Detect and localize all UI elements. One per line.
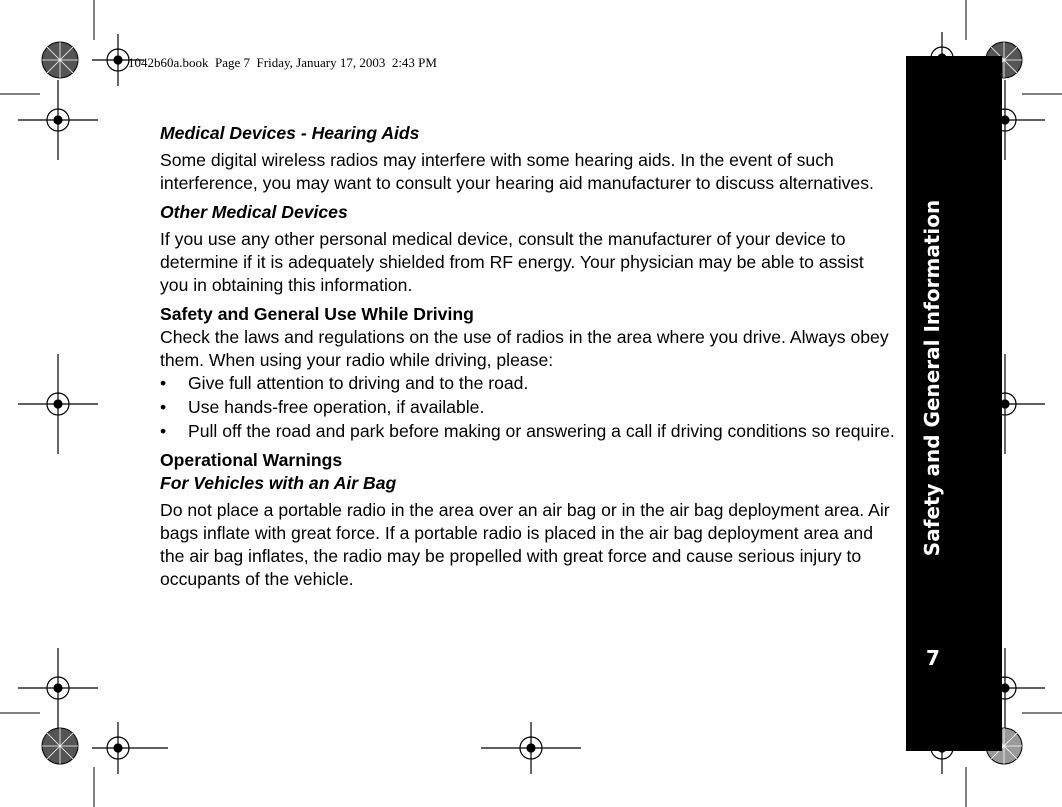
bullet-icon: • [160,421,167,441]
section-body: If you use any other personal medical device, consult the manufacturer of your device to determine if it is adequately shielded from RF energy. Your physician may be able to assist you in obtaining this information. [160,229,864,295]
bullet-icon: • [160,373,167,393]
section-heading: Other Medical Devices [160,202,348,222]
list-item [160,396,895,419]
section-heading: Operational Warnings [160,450,343,470]
bullet-list [160,372,895,443]
list-item [160,372,895,395]
page-content [160,122,895,597]
registration-target [18,648,98,728]
registration-target [18,354,98,454]
registration-target [18,80,98,160]
list-item-text: Use hands-free operation, if available. [188,397,485,417]
section-heading: Medical Devices - Hearing Aids [160,123,420,143]
section-operational-warnings [160,449,895,591]
chapter-title: Safety and General Information [920,199,944,557]
page-number: 7 [926,646,940,670]
section-body: Do not place a portable radio in the area over an air bag or in the air bag deployment area. Air bags inflate with great force. If a portable radio is placed in the air bag deployment area and the air bag inflates, the radio may be propelled with great force and cause serious injury to occupants of the vehicle. [160,500,890,589]
print-header: 1042b60a.book Page 7 Friday, January 17, 2003 2:43 PM [128,55,437,70]
bullet-icon: • [160,397,167,417]
registration-target [481,722,581,774]
section-other-medical [160,201,895,297]
list-item-text: Pull off the road and park before making or answering a call if driving conditions so require. [188,421,895,441]
list-item-text: Give full attention to driving and to the road. [188,373,529,393]
section-body: Check the laws and regulations on the use of radios in the area where you drive. Always obey them. When using your radio while driving, please: [160,327,889,370]
list-item [160,420,895,443]
section-body: Some digital wireless radios may interfere with some hearing aids. In the event of such interference, you may want to consult your hearing aid manufacturer to discuss alternatives. [160,150,874,193]
section-heading: Safety and General Use While Driving [160,304,474,324]
section-hearing-aids [160,122,895,195]
section-subheading: For Vehicles with an Air Bag [160,473,397,493]
section-driving [160,303,895,443]
registration-target [92,722,168,774]
